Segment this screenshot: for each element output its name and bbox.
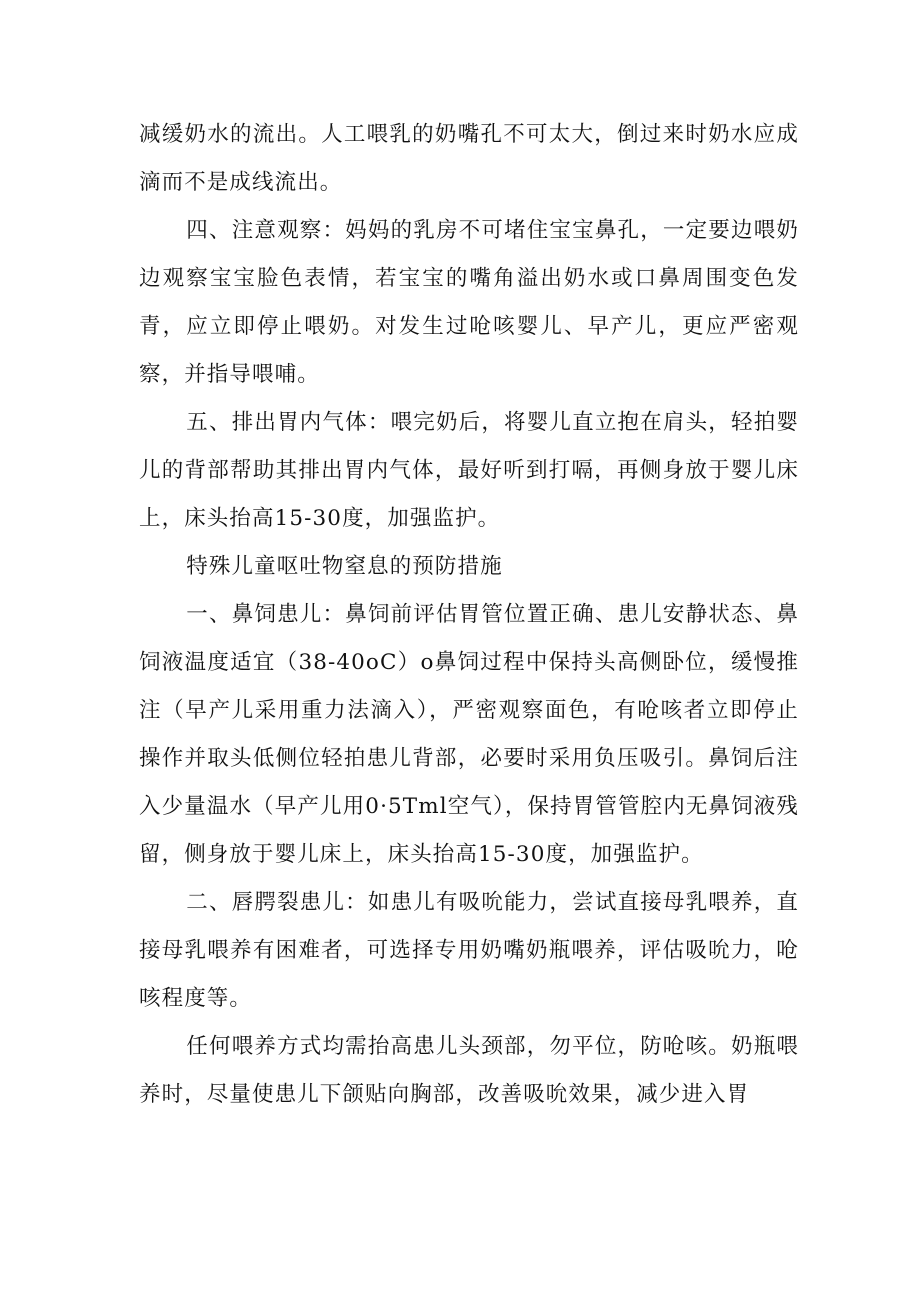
paragraph-feeding-flow: 减缓奶水的流出。人工喂乳的奶嘴孔不可太大，倒过来时奶水应成滴而不是成线流出。 [139, 122, 799, 195]
paragraph-feeding-position: 任何喂养方式均需抬高患儿头颈部，勿平位，防呛咳。奶瓶喂养时，尽量使患儿下颌贴向胸部，改善吸吮效果，减少进入胃 [139, 1034, 799, 1107]
document-body [139, 111, 799, 1119]
paragraph-cleft-lip: 二、唇腭裂患儿：如患儿有吸吮能力，尝试直接母乳喂养，直接母乳喂养有困难者，可选择专用奶嘴奶瓶喂养，评估吸吮力，呛咳程度等。 [139, 890, 799, 1011]
paragraph-expel-gas: 五、排出胃内气体：喂完奶后，将婴儿直立抱在肩头，轻拍婴儿的背部帮助其排出胃内气体，最好听到打嗝，再侧身放于婴儿床上，床头抬高15-30度，加强监护。 [139, 410, 799, 531]
section-heading-special-children: 特殊儿童呕吐物窒息的预防措施 [186, 554, 503, 579]
paragraph-nasal-feeding: 一、鼻饲患儿：鼻饲前评估胃管位置正确、患儿安静状态、鼻饲液温度适宜（38-40oC）o鼻饲过程中保持头高侧卧位，缓慢推注（早产儿采用重力法滴入），严密观察面色，有呛咳者立即停止操作并取头低侧位轻拍患儿背部，必要时采用负压吸引。鼻饲后注入少量温水（早产儿用0·5Tml空气），保持胃管管腔内无鼻饲液残留，侧身放于婴儿床上，床头抬高15-30度，加强监护。 [139, 602, 799, 867]
paragraph-observe: 四、注意观察：妈妈的乳房不可堵住宝宝鼻孔，一定要边喂奶边观察宝宝脸色表情，若宝宝的嘴角溢出奶水或口鼻周围变色发青，应立即停止喂奶。对发生过呛咳婴儿、早产儿，更应严密观察，并指导喂哺。 [139, 218, 799, 387]
